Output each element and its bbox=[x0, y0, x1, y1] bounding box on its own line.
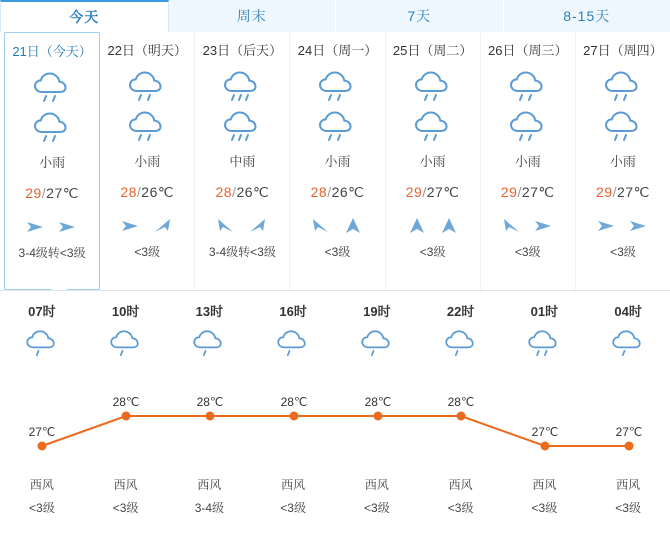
hourly-column[interactable] bbox=[419, 291, 503, 555]
day-high-temp: 28 bbox=[310, 184, 328, 200]
day-high-temp: 29 bbox=[405, 184, 423, 200]
light-rain-icon bbox=[168, 320, 252, 366]
hourly-wind-direction: 西风 bbox=[29, 478, 54, 492]
light-rain-icon bbox=[0, 320, 84, 366]
day-card[interactable] bbox=[195, 32, 290, 290]
day-wind-text: 3-4级转<3级 bbox=[18, 246, 86, 260]
hourly-time: 07时 bbox=[28, 304, 56, 319]
light-rain-icon bbox=[410, 67, 456, 105]
hourly-time: 13时 bbox=[195, 304, 224, 319]
day-wind-text: <3级 bbox=[610, 245, 636, 259]
day-low-temp: 27℃ bbox=[521, 184, 555, 200]
day-condition: 小雨 bbox=[39, 155, 66, 170]
light-rain-icon bbox=[84, 320, 168, 366]
hourly-wind-force: <3级 bbox=[447, 501, 474, 515]
day-date: 24日（周一） bbox=[297, 43, 378, 58]
hourly-wind-direction: 西风 bbox=[616, 478, 641, 492]
day-high-temp: 28 bbox=[215, 184, 233, 200]
day-temperature: 29/27℃ bbox=[405, 184, 460, 200]
temperature-label: 28℃ bbox=[280, 395, 308, 409]
light-rain-icon bbox=[600, 107, 646, 145]
moderate-rain-icon bbox=[219, 107, 265, 145]
hourly-column[interactable] bbox=[335, 291, 419, 555]
hourly-wind-force: <3级 bbox=[364, 501, 390, 515]
hourly-wind-force: <3级 bbox=[29, 501, 55, 515]
day-wind-icons bbox=[195, 211, 289, 241]
temperature-label: 27℃ bbox=[28, 425, 56, 439]
day-date: 25日（周二） bbox=[392, 43, 473, 58]
tab-8-15days[interactable] bbox=[504, 0, 670, 32]
day-condition: 小雨 bbox=[419, 154, 446, 169]
day-temperature: 28/26℃ bbox=[120, 184, 175, 200]
day-condition: 小雨 bbox=[134, 154, 161, 169]
hourly-columns bbox=[0, 291, 670, 555]
day-temperature: 28/26℃ bbox=[310, 184, 365, 200]
day-wind-text: <3级 bbox=[514, 245, 541, 259]
day-low-temp: 26℃ bbox=[236, 184, 270, 200]
wind-arrow-up-left-icon bbox=[310, 217, 332, 235]
light-rain-icon bbox=[124, 67, 170, 105]
day-card[interactable] bbox=[386, 32, 481, 290]
hourly-wind-force: <3级 bbox=[615, 501, 641, 515]
day-weather-icons bbox=[290, 63, 384, 149]
day-date: 23日（后天） bbox=[202, 43, 283, 58]
day-wind-icons bbox=[576, 211, 670, 241]
light-rain-icon bbox=[335, 320, 419, 366]
day-high-temp: 29 bbox=[500, 184, 518, 200]
day-date: 26日（周三） bbox=[488, 43, 568, 58]
temperature-label: 28℃ bbox=[196, 395, 224, 409]
hourly-wind-direction: 西风 bbox=[197, 478, 222, 492]
light-rain-icon bbox=[505, 67, 551, 105]
temperature-label: 28℃ bbox=[112, 395, 140, 409]
day-condition: 小雨 bbox=[609, 154, 636, 169]
forecast-range-tabs bbox=[0, 0, 670, 32]
hourly-wind-direction: 西风 bbox=[364, 478, 389, 492]
wind-arrow-right-icon bbox=[596, 217, 618, 235]
tab-7days-label: 7天 bbox=[407, 8, 432, 24]
light-rain-icon bbox=[29, 68, 75, 106]
wind-arrow-up-left-icon bbox=[501, 217, 523, 235]
day-card-today[interactable] bbox=[4, 32, 100, 290]
day-temperature: 29/27℃ bbox=[25, 185, 79, 201]
hourly-time: 19时 bbox=[363, 304, 391, 319]
tab-today-label: 今天 bbox=[69, 9, 100, 25]
hourly-forecast-section bbox=[0, 290, 670, 554]
day-wind-icons bbox=[100, 211, 194, 241]
wind-arrow-right-icon bbox=[628, 217, 650, 235]
light-rain-icon bbox=[251, 320, 335, 366]
moderate-rain-icon bbox=[219, 67, 265, 105]
day-wind-text: <3级 bbox=[324, 245, 351, 259]
moderate-rain-icon bbox=[503, 320, 587, 366]
hourly-wind-direction: 西风 bbox=[113, 478, 138, 492]
day-weather-icons bbox=[386, 63, 480, 149]
wind-arrow-up-icon bbox=[342, 217, 364, 235]
wind-arrow-up-icon bbox=[438, 217, 460, 235]
day-temperature: 29/27℃ bbox=[500, 184, 555, 200]
day-weather-icons bbox=[576, 63, 670, 149]
wind-arrow-right-icon bbox=[57, 218, 79, 236]
wind-arrow-up-right-icon bbox=[247, 217, 269, 235]
light-rain-icon bbox=[586, 320, 670, 366]
wind-arrow-right-icon bbox=[25, 218, 47, 236]
day-wind-icons bbox=[481, 211, 575, 241]
temperature-label: 27℃ bbox=[615, 425, 643, 439]
day-condition: 小雨 bbox=[324, 154, 351, 169]
hourly-column[interactable] bbox=[251, 291, 335, 555]
light-rain-icon bbox=[314, 67, 360, 105]
day-card[interactable] bbox=[290, 32, 385, 290]
light-rain-icon bbox=[410, 107, 456, 145]
light-rain-icon bbox=[600, 67, 646, 105]
wind-arrow-up-left-icon bbox=[215, 217, 237, 235]
light-rain-icon bbox=[124, 107, 170, 145]
day-weather-icons bbox=[481, 63, 575, 149]
wind-arrow-right-icon bbox=[120, 217, 142, 235]
hourly-column[interactable] bbox=[586, 291, 670, 555]
temperature-label: 27℃ bbox=[531, 425, 559, 439]
day-wind-text: 3-4级转<3级 bbox=[208, 245, 276, 259]
day-high-temp: 29 bbox=[25, 185, 42, 201]
temperature-label: 28℃ bbox=[364, 395, 392, 409]
day-card[interactable] bbox=[576, 32, 670, 290]
day-low-temp: 26℃ bbox=[331, 184, 365, 200]
hourly-wind-direction: 西风 bbox=[281, 478, 306, 492]
hourly-column[interactable] bbox=[168, 291, 252, 555]
hourly-time: 16时 bbox=[279, 304, 307, 319]
hourly-wind-direction: 西风 bbox=[448, 478, 473, 492]
hourly-wind-force: 3-4级 bbox=[194, 501, 225, 515]
wind-arrow-right-icon bbox=[533, 217, 555, 235]
hourly-wind-force: <3级 bbox=[280, 501, 306, 515]
temperature-label: 28℃ bbox=[447, 395, 475, 409]
day-high-temp: 28 bbox=[120, 184, 137, 200]
hourly-column[interactable] bbox=[503, 291, 587, 555]
day-condition: 中雨 bbox=[229, 154, 256, 169]
day-low-temp: 26℃ bbox=[141, 184, 175, 200]
day-wind-icons bbox=[5, 212, 99, 242]
hourly-wind-force: <3级 bbox=[112, 501, 139, 515]
day-low-temp: 27℃ bbox=[426, 184, 460, 200]
day-wind-icons bbox=[290, 211, 384, 241]
hourly-wind-direction: 西风 bbox=[532, 478, 557, 492]
day-date: 27日（周四） bbox=[583, 43, 663, 58]
daily-forecast-row bbox=[0, 32, 670, 290]
day-low-temp: 27℃ bbox=[46, 185, 79, 201]
day-weather-icons bbox=[100, 63, 194, 149]
day-wind-icons bbox=[386, 211, 480, 241]
day-wind-text: <3级 bbox=[134, 245, 161, 259]
tab-8-15days-label: 8-15天 bbox=[563, 8, 611, 24]
tab-7days[interactable] bbox=[336, 0, 504, 32]
hourly-time: 01时 bbox=[530, 304, 559, 319]
light-rain-icon bbox=[505, 107, 551, 145]
day-condition: 小雨 bbox=[514, 154, 541, 169]
hourly-column[interactable] bbox=[84, 291, 168, 555]
day-high-temp: 29 bbox=[596, 184, 613, 200]
day-weather-icons bbox=[195, 63, 289, 149]
day-card[interactable] bbox=[481, 32, 576, 290]
day-low-temp: 27℃ bbox=[617, 184, 650, 200]
hourly-time: 10时 bbox=[111, 304, 140, 319]
hourly-time: 04时 bbox=[614, 304, 642, 319]
light-rain-icon bbox=[419, 320, 503, 366]
day-weather-icons bbox=[5, 64, 99, 150]
day-date: 22日（明天） bbox=[107, 43, 187, 58]
day-wind-text: <3级 bbox=[419, 245, 446, 259]
tab-today[interactable] bbox=[0, 0, 169, 32]
hourly-wind-force: <3级 bbox=[531, 501, 558, 515]
hourly-column[interactable] bbox=[0, 291, 84, 555]
hourly-time: 22时 bbox=[446, 304, 475, 319]
day-date: 21日（今天） bbox=[12, 44, 92, 59]
day-temperature: 29/27℃ bbox=[596, 184, 650, 200]
wind-arrow-up-right-icon bbox=[152, 217, 174, 235]
light-rain-icon bbox=[314, 107, 360, 145]
tab-weekend[interactable] bbox=[169, 0, 337, 32]
day-temperature: 28/26℃ bbox=[215, 184, 270, 200]
day-card[interactable] bbox=[100, 32, 195, 290]
wind-arrow-up-icon bbox=[406, 217, 428, 235]
tab-weekend-label: 周末 bbox=[236, 8, 267, 24]
light-rain-icon bbox=[29, 108, 75, 146]
